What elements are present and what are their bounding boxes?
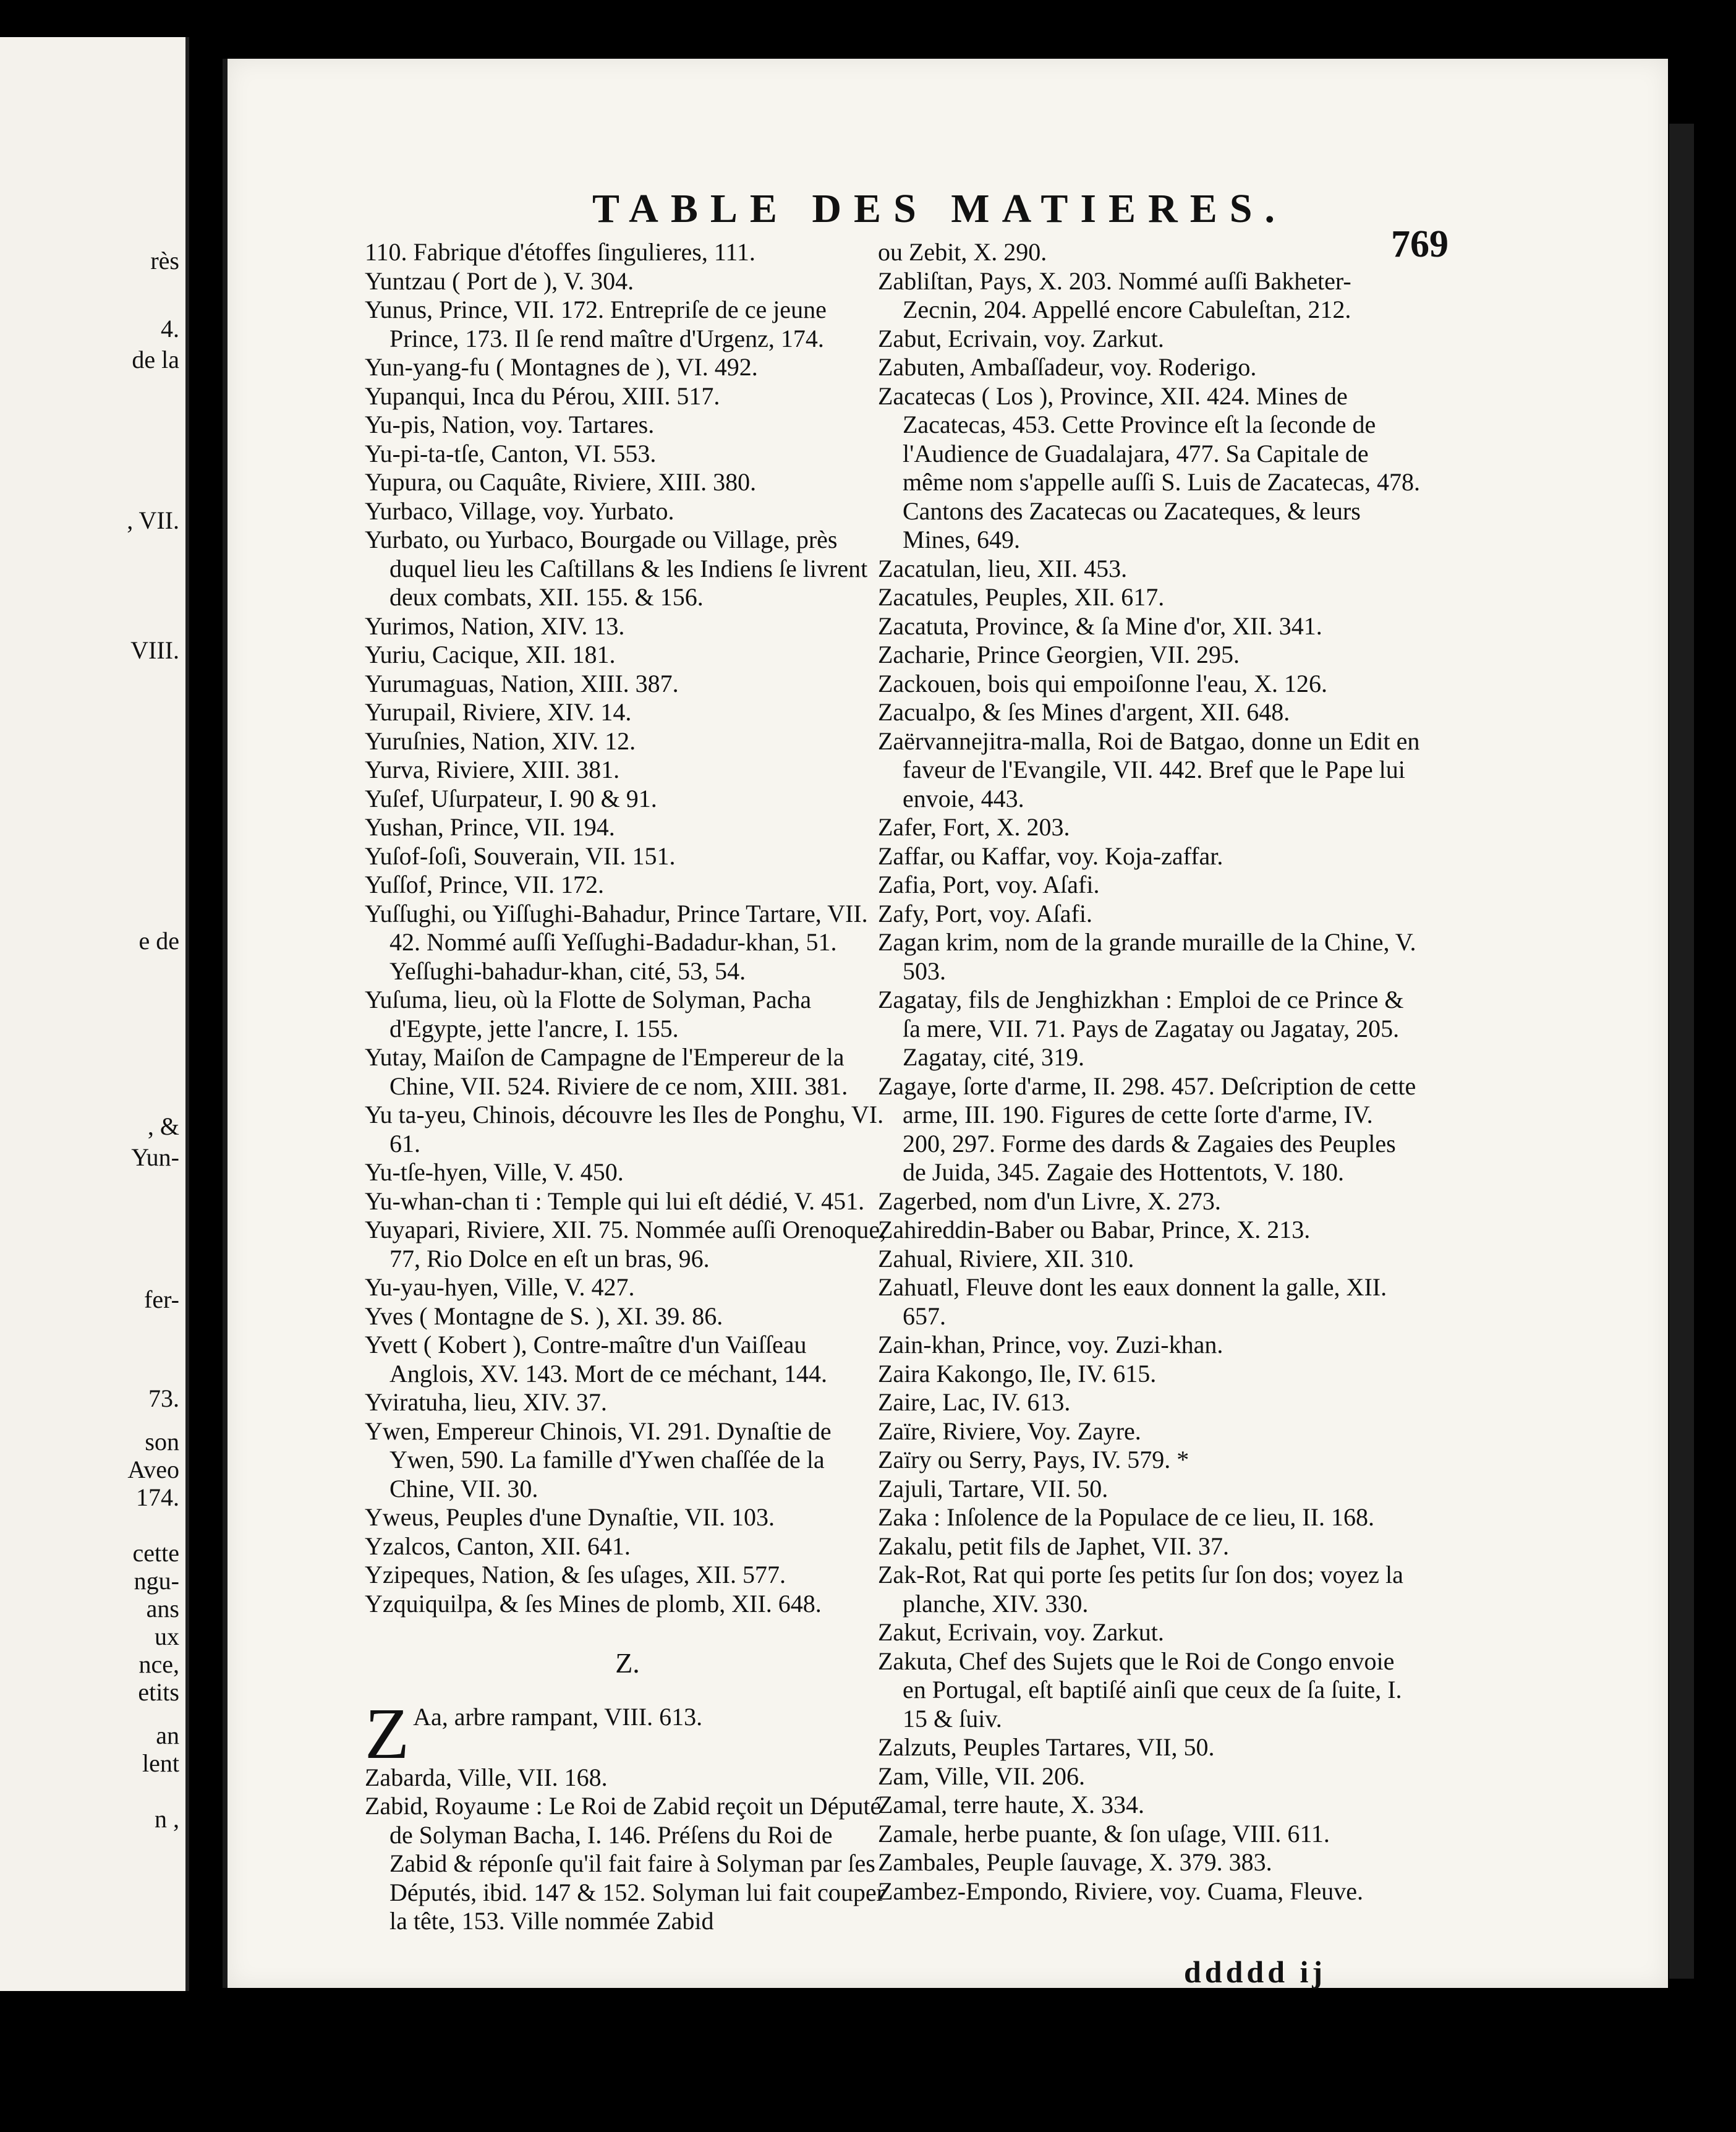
index-entry: Yzalcos, Canton, XII. 641. [365,1532,631,1560]
index-entry: Zakuta, Chef des Sujets que le Roi de Congo envoie en Portugal, eſt baptiſé ainſi que ceux de ſa ſuite, I. 15 & ſuiv. [878,1647,1402,1733]
running-head: TABLE DES MATIERES. [592,186,1287,231]
index-entry: Zackouen, bois qui empoiſonne l'eau, X. 126. [878,669,1328,697]
index-entry: Yvett ( Kobert ), Contre-maître d'un Vaiſſeau Anglois, XV. 143. Mort de ce méchant, 144. [365,1331,828,1388]
index-entry: Zajuli, Tartare, VII. 50. [878,1474,1108,1503]
left-page-fragment: Aveo [127,1456,179,1483]
index-entry: Yu-yau-hyen, Ville, V. 427. [365,1273,635,1301]
left-page-fragment: Yun- [131,1143,179,1171]
index-entry: Zagan krim, nom de la grande muraille de la Chine, V. 503. [878,928,1416,985]
index-entry: Zalzuts, Peuples Tartares, VII, 50. [878,1733,1215,1761]
left-page-fragment: , VII. [127,506,179,534]
left-page-fragment: ngu- [134,1567,179,1595]
index-entry: 110. Fabrique d'étoffes ſingulieres, 111. [365,238,755,266]
index-entry: Yushan, Prince, VII. 194. [365,813,615,841]
index-entry: Zakalu, petit fils de Japhet, VII. 37. [878,1532,1230,1560]
index-entry: Yun-yang-fu ( Montagnes de ), VI. 492. [365,353,758,381]
left-page-fragment: son [145,1428,179,1456]
index-entry: Yurva, Riviere, XIII. 381. [365,756,620,783]
index-entry: Zacatecas ( Los ), Province, XII. 424. Mines de Zacatecas, 453. Cette Province eſt la ſeconde de l'Audience de Guadalajara, 477. Sa Capitale de même nom s'appelle auſſi S. Luis de Zacatecas, 478. Cantons des Zacatecas ou Zacateques, & leurs Mines, 649. [878,382,1420,553]
index-entry: Yu-whan-chan ti : Temple qui lui eſt dédié, V. 451. [365,1187,865,1215]
index-entry: Yurbato, ou Yurbaco, Bourgade ou Village, près duquel lieu les Caſtillans & les Indiens ſe livrent deux combats, XII. 155. & 156. [365,526,868,611]
index-entry: Zacharie, Prince Georgien, VII. 295. [878,641,1240,668]
index-entry: Yunus, Prince, VII. 172. Entrepriſe de ce jeune Prince, 173. Il ſe rend maître d'Urgenz, 174. [365,296,827,352]
index-entry: Yuntzau ( Port de ), V. 304. [365,266,634,295]
index-entry: Zam, Ville, VII. 206. [878,1762,1085,1790]
index-entry-zaa [365,1692,890,1774]
index-entry: Yves ( Montagne de S. ), XI. 39. 86. [365,1302,723,1330]
index-entry: Yviratuha, lieu, XIV. 37. [365,1388,607,1416]
page-edge [1669,124,1694,1979]
index-entry: Yweus, Peuples d'une Dynaſtie, VII. 103. [365,1503,775,1531]
index-entry: Zagaye, ſorte d'arme, II. 298. 457. Deſcription de cette arme, III. 190. Figures de cette ſorte d'arme, IV. 200, 297. Forme des dards & Zagaies des Peuples de Juida, 345. Zagaie des Hottentots, V. 180. [878,1072,1416,1186]
entries-z-left [365,1763,890,1936]
index-entry: Zabliſtan, Pays, X. 203. Nommé auſſi Bakheter-Zecnin, 204. Appellé encore Cabuleſtan, 212. [878,266,1351,323]
index-entry: Zaïre, Riviere, Voy. Zayre. [878,1417,1141,1445]
index-entry: Yu ta-yeu, Chinois, découvre les Iles de Ponghu, VI. 61. [365,1101,884,1158]
index-entry: Zaïry ou Serry, Pays, IV. 579. * [878,1446,1189,1473]
index-entry: Zaka : Inſolence de la Populace de ce lieu, II. 168. [878,1503,1374,1531]
index-entry: Zaire, Lac, IV. 613. [878,1388,1071,1416]
index-entry: Zaërvannejitra-malla, Roi de Batgao, donne un Edit en faveur de l'Evangile, VII. 442. Bref que le Pape lui envoie, 443. [878,727,1420,812]
left-page-fragment: VIII. [130,636,179,664]
index-entry: Zacatulan, lieu, XII. 453. [878,554,1128,582]
index-entry: Yupanqui, Inca du Pérou, XIII. 517. [365,382,720,410]
index-entry: Zahuatl, Fleuve dont les eaux donnent la galle, XII. 657. [878,1273,1387,1330]
left-page-fragment: cette [132,1539,179,1567]
index-entry: Zakut, Ecrivain, voy. Zarkut. [878,1618,1164,1646]
index-entry: Yuſef, Uſurpateur, I. 90 & 91. [365,784,657,812]
index-entry: Zaffar, ou Kaffar, voy. Koja-zaffar. [878,842,1223,870]
index-entry: Zafia, Port, voy. Aſafi. [878,871,1100,898]
index-entry: Zamale, herbe puante, & ſon uſage, VIII. 611. [878,1819,1330,1848]
index-entry: Zabuten, Ambaſſadeur, voy. Roderigo. [878,353,1257,381]
index-entry: Yzipeques, Nation, & ſes uſages, XII. 577. [365,1561,786,1588]
section-heading-z: Z. [615,1647,640,1679]
left-page-fragment: etits [138,1678,179,1706]
index-entry: Zagatay, fils de Jenghizkhan : Emploi de ce Prince & ſa mere, VII. 71. Pays de Zagatay ou Jagatay, 205. Zagatay, cité, 319. [878,986,1404,1071]
dropcap-entry-text: Aa, arbre rampant, VIII. 613. [413,1702,703,1731]
left-page-fragment: ux [155,1622,179,1650]
index-entry: Yu-pis, Nation, voy. Tartares. [365,411,655,438]
left-page-fragment: 73. [148,1384,179,1412]
left-page-fragment: nce, [138,1650,179,1678]
left-page-fragment: n , [155,1805,179,1833]
index-entry: Zamal, terre haute, X. 334. [878,1791,1144,1819]
index-entry: Zacualpo, & ſes Mines d'argent, XII. 648. [878,698,1290,726]
left-page-fragment: , & [147,1112,179,1140]
entries-y [365,238,890,1618]
left-page-fragment: an [156,1721,179,1749]
index-entry: ou Zebit, X. 290. [878,238,1047,266]
left-page-fragment: 4. [161,315,179,343]
index-entry: Yupura, ou Caquâte, Riviere, XIII. 380. [365,468,757,496]
index-entry: Zafer, Fort, X. 203. [878,813,1070,841]
left-page-fragment: e de [138,927,179,955]
left-page-fragment: de la [132,346,179,373]
index-entry: Zacatuta, Province, & ſa Mine d'or, XII. 341. [878,612,1322,640]
index-entry: Yuſſughi, ou Yiſſughi-Bahadur, Prince Tartare, VII. 42. Nommé auſſi Yeſſughi-Badadur-khan, 51. Yeſſughi-bahadur-khan, cité, 53, 54. [365,899,868,985]
index-entry: Zambez-Empondo, Riviere, voy. Cuama, Fleuve. [878,1877,1363,1905]
drop-cap: Z [365,1692,410,1774]
signature-mark: ddddd ij [1184,1955,1327,1989]
index-entry: Yuſof-ſoſi, Souverain, VII. 151. [365,842,676,870]
left-page-fragment: 174. [136,1483,179,1511]
index-entry: Yurbaco, Village, voy. Yurbato. [365,497,674,525]
index-entry: Zacatules, Peuples, XII. 617. [878,583,1165,611]
index-entry: Yzquiquilpa, & ſes Mines de plomb, XII. 648. [365,1589,822,1618]
index-entry: Yurimos, Nation, XIV. 13. [365,612,625,640]
index-entry: Ywen, Empereur Chinois, VI. 291. Dynaſtie de Ywen, 590. La famille d'Ywen chaſſée de la Chine, VII. 30. [365,1417,832,1503]
left-page-fragment: ans [146,1595,179,1622]
left-page-fragment: fer- [144,1286,179,1313]
index-entry: Zahireddin-Baber ou Babar, Prince, X. 213. [878,1216,1311,1243]
index-entry: Yuyapari, Riviere, XII. 75. Nommée auſſi Orenoque, 77, Rio Dolce en eſt un bras, 96. [365,1216,887,1273]
left-page-fragment: lent [142,1749,179,1777]
index-entry: Zabarda, Ville, VII. 168. [365,1763,608,1791]
index-entry: Yurumaguas, Nation, XIII. 387. [365,669,679,697]
index-entry: Zaira Kakongo, Ile, IV. 615. [878,1359,1157,1388]
index-entry: Zain-khan, Prince, voy. Zuzi-khan. [878,1331,1223,1358]
index-entry: Zafy, Port, voy. Aſafi. [878,899,1092,927]
index-entry: Yu-tſe-hyen, Ville, V. 450. [365,1158,624,1186]
index-entry: Zagerbed, nom d'un Livre, X. 273. [878,1187,1221,1215]
index-entry: Yurupail, Riviere, XIV. 14. [365,698,632,726]
index-entry: Yu-pi-ta-tſe, Canton, VI. 553. [365,439,657,467]
index-entry: Zabid, Royaume : Le Roi de Zabid reçoit un Député de Solyman Bacha, I. 146. Préſens du Roi de Zabid & réponſe qu'il fait faire à Solyman par ſes Députés, ibid. 147 & 152. Solyman lui fait couper la tête, 153. Ville nommée Zabid [365,1792,885,1935]
index-column-right [878,238,1422,1906]
index-column-left [365,238,890,1936]
index-entry: Zambales, Peuple ſauvage, X. 379. 383. [878,1848,1272,1876]
index-entry: Yuriu, Cacique, XII. 181. [365,641,616,668]
page-number: 769 [1391,223,1449,265]
index-entry: Yuruſnies, Nation, XIV. 12. [365,727,636,755]
left-page-fragment: rès [150,247,179,275]
index-entry: Yutay, Maiſon de Campagne de l'Empereur de la Chine, VII. 524. Riviere de ce nom, XIII. 381. [365,1043,848,1100]
index-entry: Zabut, Ecrivain, voy. Zarkut. [878,324,1164,352]
index-entry: Zahual, Riviere, XII. 310. [878,1244,1134,1273]
index-entry: Yuſuma, lieu, où la Flotte de Solyman, Pacha d'Egypte, jette l'ancre, I. 155. [365,986,812,1043]
index-entry: Yuſſof, Prince, VII. 172. [365,871,604,898]
index-entry: Zak-Rot, Rat qui porte ſes petits ſur ſon dos; voyez la planche, XIV. 330. [878,1561,1403,1618]
